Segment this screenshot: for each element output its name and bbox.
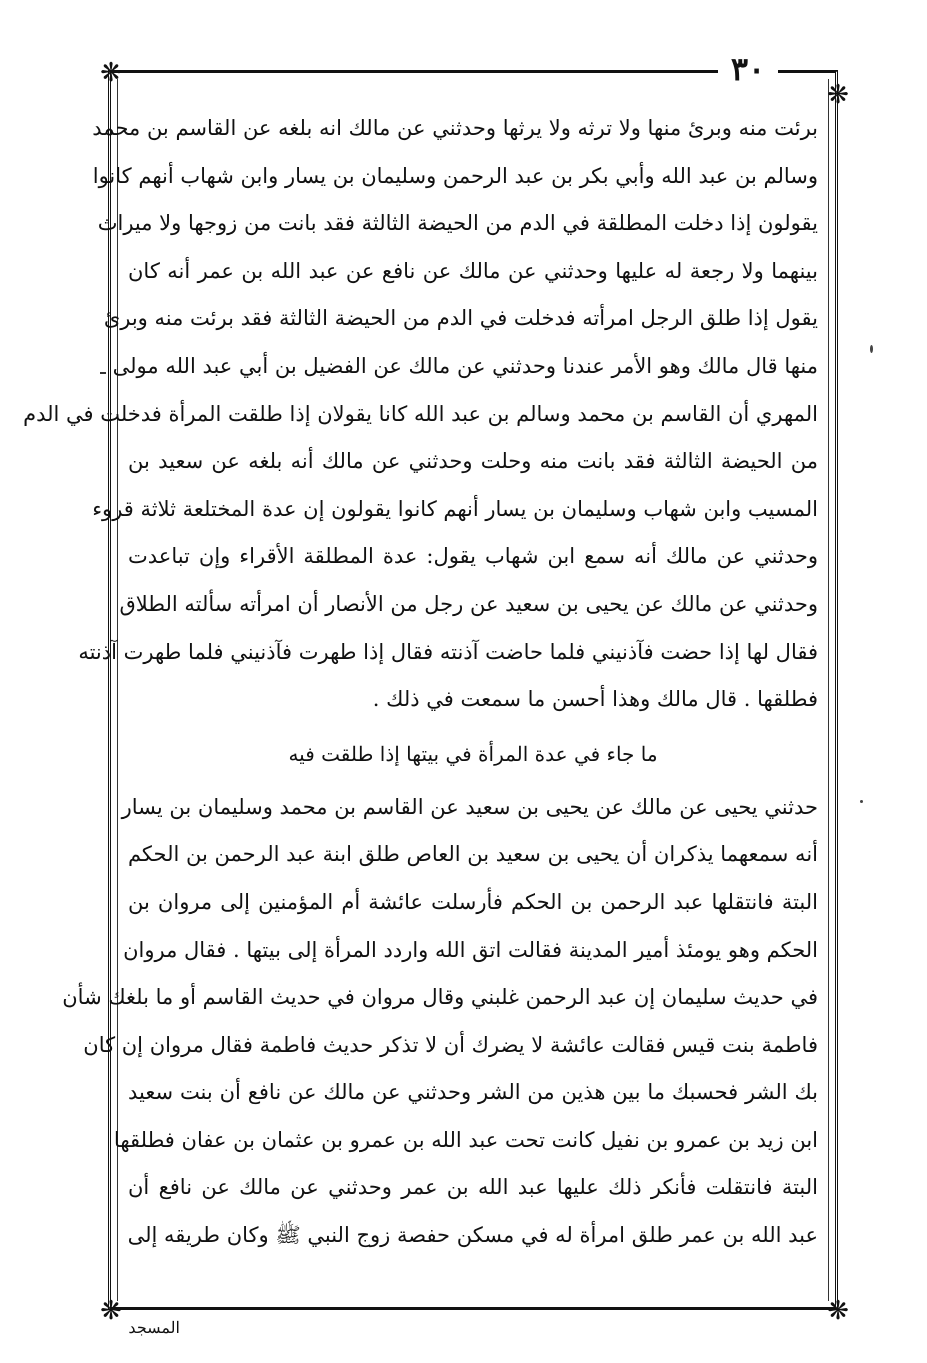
text-line: بك الشر فحسبك ما بين هذين من الشر وحدثني عن مالك عن نافع أن بنت سعيد <box>128 1080 818 1105</box>
text-line: فاطمة بنت قيس فقالت عائشة لا يضرك أن لا تذكر حديث فاطمة فقال مروان إن كان <box>83 1032 818 1057</box>
text-line: وسالم بن عبد الله وأبي بكر بن عبد الرحمن وسليمان بن يسار وابن شهاب أنهم كانوا <box>92 163 818 188</box>
corner-ornament-bottom-right: ❋ <box>827 1296 849 1326</box>
text-line: البتة فانتقلها عبد الرحمن بن الحكم فأرسلت عائشة أم المؤمنين إلى مروان بن <box>128 889 818 914</box>
text-line: أنه سمعهما يذكران أن يحيى بن سعيد بن العاص طلق ابنة عبد الرحمن بن الحكم <box>127 842 818 867</box>
text-line: حدثني يحيى عن مالك عن يحيى بن سعيد عن القاسم بن محمد وسليمان بن يسار <box>121 794 818 819</box>
corner-ornament-bottom-left: ❋ <box>100 1296 122 1326</box>
page-number: ٣٠ <box>718 50 778 90</box>
text-line: فطلقها . قال مالك وهذا أحسن ما سمعت في ذلك . <box>372 687 818 712</box>
text-line: فقال لها إذا حضت فآذنيني فلما حاضت آذنته فقال إذا طهرت فآذنيني فلما طهرت آذنته <box>78 639 818 664</box>
text-line: برئت منه وبرئ منها ولا ترثه ولا يرثها وحدثني عن مالك انه بلغه عن القاسم بن محمد <box>92 116 818 140</box>
chapter-heading: ما جاء في عدة المرأة في بيتها إذا طلقت فيه <box>288 741 658 766</box>
text-line: البتة فانتقلت فأنكر ذلك عليها عبد الله بن عمر وحدثني عن مالك عن نافع أن <box>128 1175 818 1200</box>
footer-signature-label: المسجد <box>128 1318 180 1337</box>
text-line: ابن زيد بن عمرو بن نفيل كانت تحت عبد الله بن عمرو بن عثمان بن عفان فطلقها <box>113 1127 818 1152</box>
text-line: يقول إذا طلق الرجل امرأته فدخلت في الدم من الحيضة الثالثة فقد برئت منه وبرئ <box>103 306 818 331</box>
text-line: منها قال مالك وهو الأمر عندنا وحدثني عن مالك عن الفضيل بن أبي عبد الله مولى <box>112 353 818 378</box>
text-line: عبد الله بن عمر طلق امرأة له في مسكن حفصة زوج النبي ﷺ وكان طريقه إلى <box>127 1223 818 1248</box>
text-line: يقولون إذا دخلت المطلقة في الدم من الحيضة الثالثة فقد بانت من زوجها ولا ميراث <box>97 211 818 236</box>
main-text <box>23 105 818 1295</box>
print-speck <box>860 800 863 803</box>
corner-ornament-top-right: ❋ <box>827 80 849 110</box>
text-line: المهري أن القاسم بن محمد وسالم بن عبد الله كانا يقولان إذا طلقت المرأة فدخلت في الدم <box>23 401 818 426</box>
text-line: وحدثني عن مالك أنه سمع ابن شهاب يقول: عدة المطلقة الأقراء وإن تباعدت <box>128 544 818 569</box>
margin-mark <box>100 372 106 374</box>
text-line: وحدثني عن مالك عن يحيى بن سعيد عن رجل من الأنصار أن امرأته سألته الطلاق <box>119 591 818 616</box>
text-line: من الحيضة الثالثة فقد بانت منه وحلت وحدثني عن مالك أنه بلغه عن سعيد بن <box>128 449 818 474</box>
print-speck <box>870 345 873 353</box>
text-line: المسيب وابن شهاب وسليمان بن يسار أنهم كانوا يقولون إن عدة المختلعة ثلاثة قروء <box>92 496 818 521</box>
text-line: بينهما ولا رجعة له عليها وحدثني عن مالك عن نافع عن عبد الله بن عمر أنه كان <box>128 258 818 283</box>
text-line: في حديث سليمان إن عبد الرحمن غلبني وقال مروان في حديث القاسم أو ما بلغك شأن <box>62 985 818 1010</box>
corner-ornament-top-left: ❋ <box>100 58 122 88</box>
text-line: الحكم وهو يومئذ أمير المدينة فقالت اتق الله واردد المرأة إلى بيتها . فقال مروان <box>123 937 818 962</box>
